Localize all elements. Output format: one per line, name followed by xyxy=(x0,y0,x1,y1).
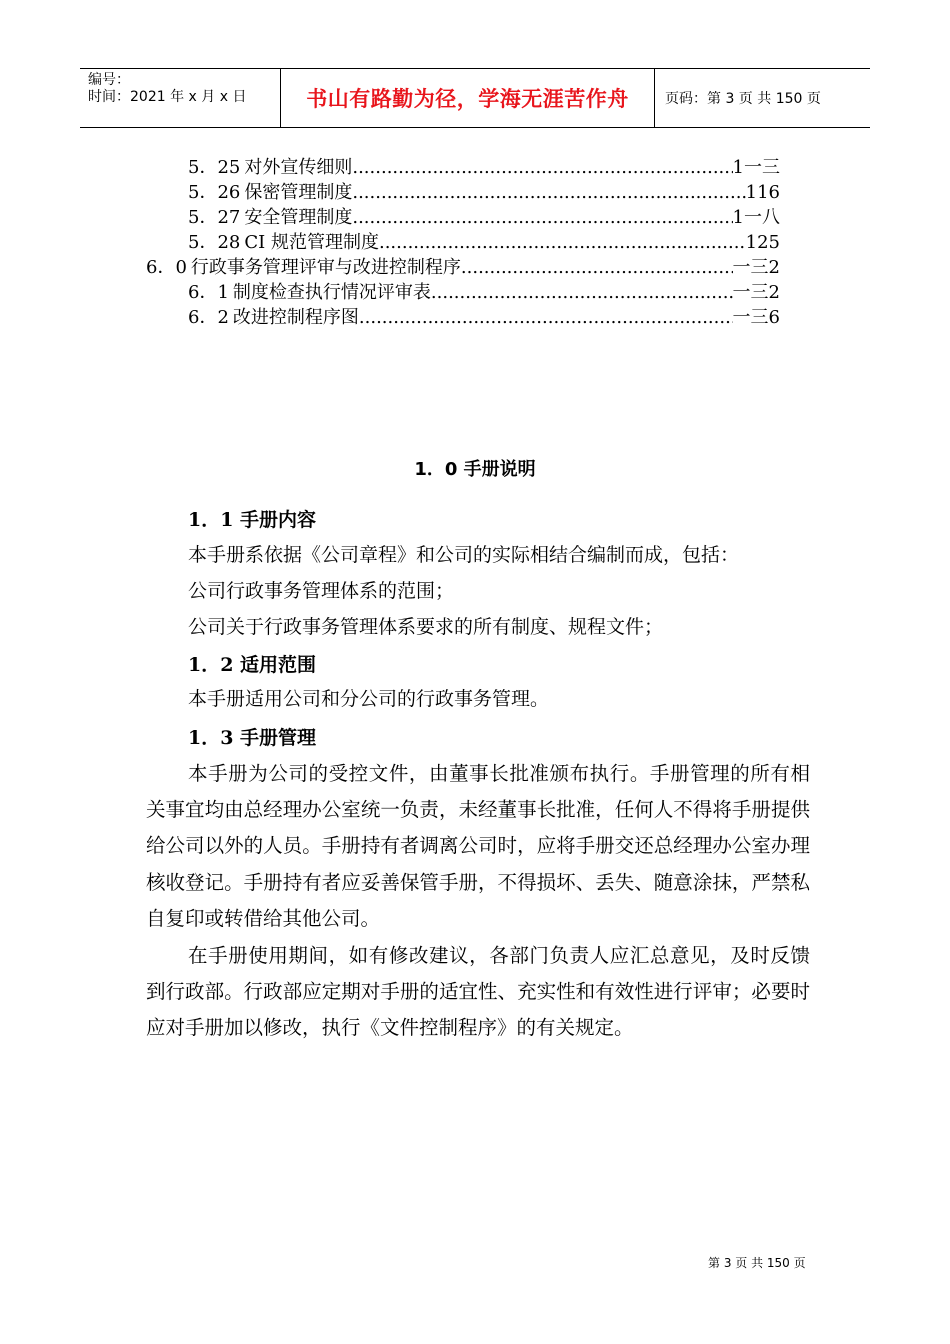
section-title: 1．0 手册说明 xyxy=(414,459,536,480)
toc-entry-page: 125 xyxy=(745,232,780,253)
toc-entry-number: 5．27 xyxy=(188,207,241,228)
toc-entry xyxy=(146,256,780,280)
header-page-label: 页码：第 3 页 共 150 页 xyxy=(665,91,821,107)
toc-entry-title: 安全管理制度 xyxy=(244,207,353,228)
toc-leader-dots xyxy=(352,156,732,180)
body-paragraph: 本手册为公司的受控文件，由董事长批准颁布执行。手册管理的所有相关事宜均由总经理办公室统一负责，未经董事长批准，任何人不得将手册提供给公司以外的人员。手册持有者调离公司时，应将手册交还总经理办公室办理核收登记。手册持有者应妥善保管手册，不得损坏、丢失、随意涂抹，严禁私自复印或转借给其他公司。 xyxy=(146,762,810,930)
toc-entry xyxy=(188,281,780,305)
header-time-label: 时间：2021 年 x 月 x 日 xyxy=(88,89,247,105)
toc-entry-page: 一三6 xyxy=(732,307,780,328)
toc-entry xyxy=(188,231,780,255)
toc-entry xyxy=(188,206,780,230)
toc-entry-page: 一三2 xyxy=(732,282,780,303)
toc-entry xyxy=(188,181,780,205)
toc-entry-number: 6．1 xyxy=(188,282,229,303)
toc-entry-title: 改进控制程序图 xyxy=(232,307,359,328)
paragraph-line: 公司关于行政事务管理体系要求的所有制度、规程文件； xyxy=(188,616,664,638)
body-paragraph: 在手册使用期间，如有修改建议，各部门负责人应汇总意见，及时反馈到行政部。行政部应定期对手册的适宜性、充实性和有效性进行评审；必要时应对手册加以修改，执行《文件控制程序》的有关规定。 xyxy=(146,944,810,1040)
header-number-label: 编号： xyxy=(88,72,130,88)
paragraph-line: 本手册系依据《公司章程》和公司的实际相结合编制而成，包括： xyxy=(188,544,740,566)
toc-entry-page: 1一八 xyxy=(732,207,780,228)
toc-entry-number: 6．0 xyxy=(146,257,187,278)
toc-leader-dots xyxy=(352,181,745,205)
toc-leader-dots xyxy=(379,231,746,255)
toc-entry-page: 1一三 xyxy=(732,157,780,178)
toc-entry-number: 5．25 xyxy=(188,157,241,178)
toc-leader-dots xyxy=(461,256,733,280)
toc-entry xyxy=(188,306,780,330)
subsection-heading: 1．2 适用范围 xyxy=(188,654,317,676)
toc-leader-dots xyxy=(352,206,732,230)
toc-entry-number: 5．28 xyxy=(188,232,241,253)
header-motto: 书山有路勤为径，学海无涯苦作舟 xyxy=(281,69,655,127)
toc-entry-title: 行政事务管理评审与改进控制程序 xyxy=(190,257,461,278)
subsection-heading: 1．3 手册管理 xyxy=(188,727,317,749)
toc-entry-number: 5．26 xyxy=(188,182,241,203)
paragraph-line: 本手册适用公司和分公司的行政事务管理。 xyxy=(188,688,550,710)
toc-entry-page: 一三2 xyxy=(732,257,780,278)
toc-entry-number: 6．2 xyxy=(188,307,229,328)
toc-entry-title: 保密管理制度 xyxy=(244,182,353,203)
toc-entry-page: 116 xyxy=(745,182,780,203)
page-header xyxy=(80,68,870,128)
paragraph-line: 公司行政事务管理体系的范围； xyxy=(188,580,455,602)
toc-entry-title: 制度检查执行情况评审表 xyxy=(232,282,431,303)
toc-entry xyxy=(188,156,780,180)
subsection-heading: 1．1 手册内容 xyxy=(188,509,317,531)
header-meta xyxy=(80,69,281,127)
toc-leader-dots xyxy=(431,281,733,305)
toc-leader-dots xyxy=(359,306,733,330)
page-footer: 第 3 页 共 150 页 xyxy=(708,1256,806,1270)
toc-entry-title: CI 规范管理制度 xyxy=(244,232,379,253)
toc-entry-title: 对外宣传细则 xyxy=(244,157,353,178)
